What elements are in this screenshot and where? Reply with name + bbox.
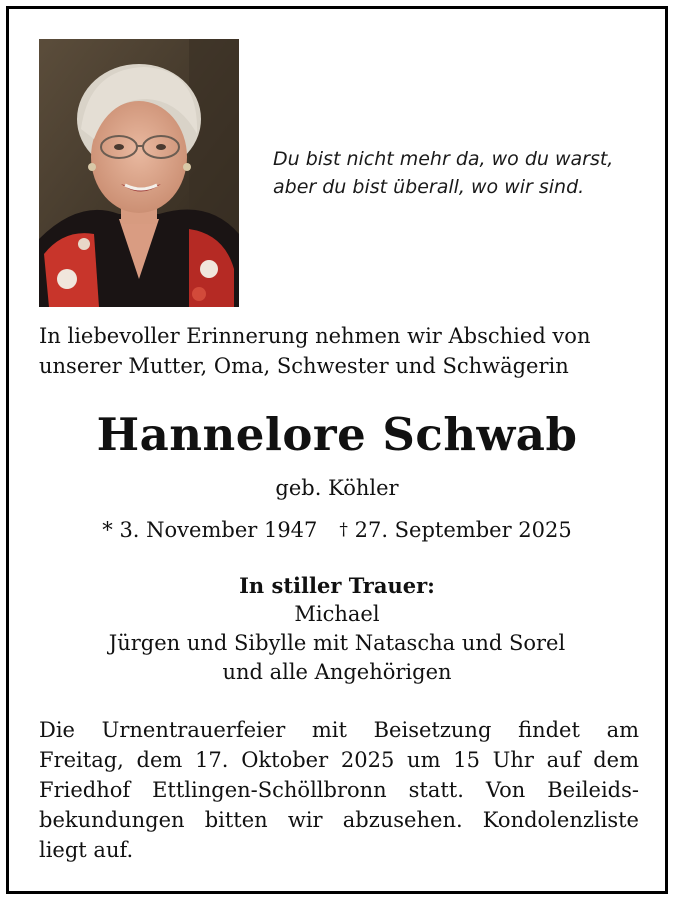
death-date: 27. September 2025 [354,518,572,542]
service-line: Die Urnentrauerfeier mit Beisetzung findet am [39,718,639,742]
birth-date: 3. November 1947 [119,518,318,542]
intro-line: unserer Mutter, Oma, Schwester und Schwägerin [39,354,569,378]
mourner-line: und alle Angehörigen [222,660,452,684]
birth-symbol: * [102,518,113,542]
intro-line: In liebevoller Erinnerung nehmen wir Abschied von [39,324,591,348]
service-line: Freitag, dem 17. Oktober 2025 um 15 Uhr auf dem [39,748,639,772]
death-symbol: † [339,520,348,540]
service-line: liegt auf. [39,838,134,862]
mourners-heading: In stiller Trauer: [239,573,435,598]
service-line: Friedhof Ettlingen-Schöllbronn statt. Von Beileids- [39,778,639,802]
life-dates [9,515,665,545]
quote-line: Du bist nicht mehr da, wo du warst, [273,148,614,170]
mourner-line: Jürgen und Sibylle mit Natascha und Sorel [108,631,566,655]
quote-line: aber du bist überall, wo wir sind. [273,176,585,198]
portrait-photo [39,39,239,307]
service-line: bekundungen bitten wir abzusehen. Kondolenzliste [39,808,639,832]
mourners-block [9,571,665,687]
memorial-quote [273,145,653,201]
deceased-name: Hannelore Schwab [96,408,578,461]
obituary-frame [6,6,668,894]
service-notice [39,715,639,865]
birth-name: geb. Köhler [275,476,399,500]
intro-text [39,321,649,381]
mourner-line: Michael [294,602,380,626]
